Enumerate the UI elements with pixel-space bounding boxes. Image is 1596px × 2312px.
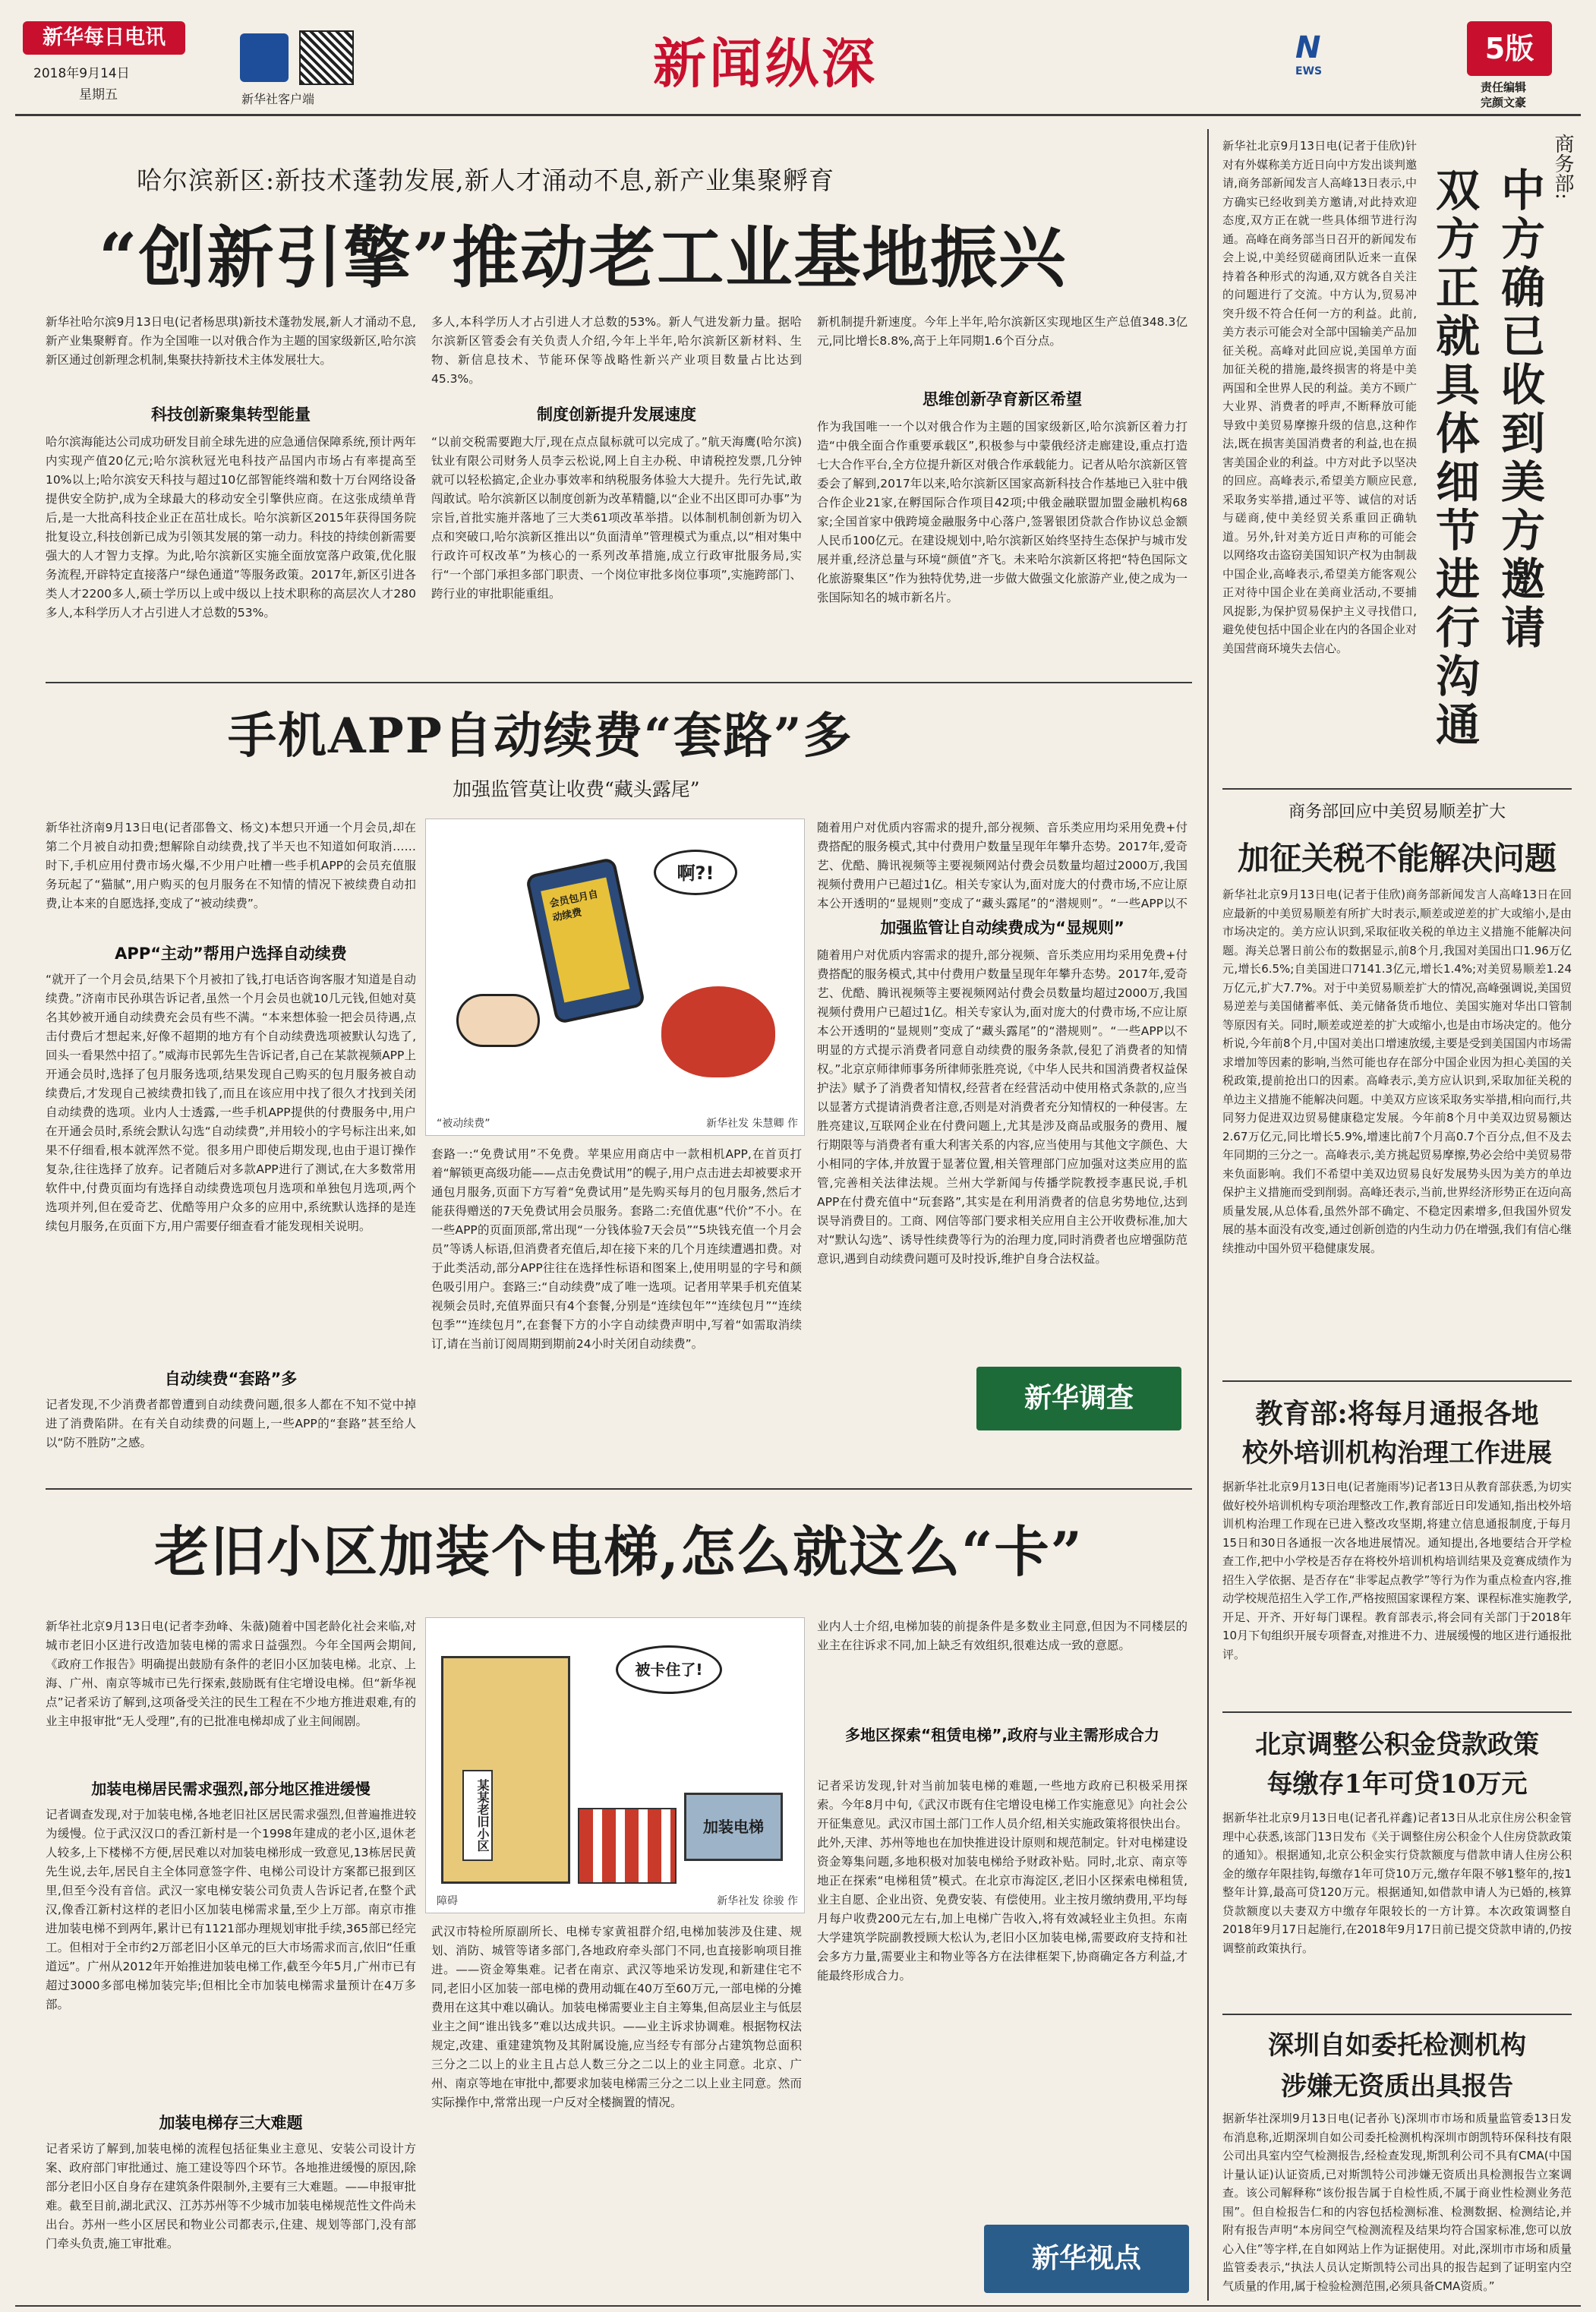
- art4-col1b: 记者发现,不少消费者都曾遭到自动续费问题,很多人都在不知不觉中掉进了消费陷阱。在有关自动续费的问题上,一些APP的“套路”甚至给人以“防不胜防”之感。: [46, 1398, 416, 1449]
- divider-art3: [1222, 1380, 1572, 1382]
- illus-caption-left: “被动续费”: [437, 1118, 490, 1130]
- art4-col3: 随着用户对优质内容需求的提升,部分视频、音乐类应用均采用免费+付费搭配的服务模式,其中付费用户数量呈现年年攀升态势。2017年,爱奇艺、优酷、腾讯视频等主要视频网站付费会员数量均超过2000万,我国视频付费用户已超过1亿。相关专家认为,面对庞大的付费市场,不应让原本公开透明的“显规则”变成了“藏头露尾”的“潜规则”。“一些APP以不: [817, 821, 1188, 910]
- illus-building: [441, 1656, 570, 1884]
- art4-title: 手机APP自动续费“套路”多: [228, 708, 853, 765]
- editor-name: 完颜文豪: [1481, 96, 1527, 109]
- illus-money-bag: [661, 986, 775, 1077]
- illus-caption-right: 新华社发 徐骏 作: [717, 1895, 798, 1907]
- art7-title2: 涉嫌无资质出具报告: [1281, 2071, 1513, 2102]
- masthead-rule: [15, 114, 1581, 116]
- art8-illustration: [425, 1617, 805, 1913]
- art4-col3-main: 随着用户对优质内容需求的提升,部分视频、音乐类应用均采用免费+付费搭配的服务模式,其中付费用户数量呈现年年攀升态势。2017年,爱奇艺、优酷、腾讯视频等主要视频网站付费会员数量均超过2000万,我国视频付费用户已超过1亿。相关专家认为,面对庞大的付费市场,不应让原本公开透明的“显规则”变成了“藏头露尾”的“潜规则”。“一些APP以不明显的方式提示消费者同意自动续费的服务条款,侵犯了消费者的知情权。”北京京师律师事务所律师张胜亮说,《中华人民共和国消费者权益保护法》赋予了消费者知情权,经营者在经营活动中使用格式条款的,应当以显著方式提请消费者注意,否则是对消费者充分知情权的一种侵害。左胜亮建议,互联网企业在付费问题上,尤其是涉及商品或服务的费用、履行期限等与消费者有重大利害关系的内容,应当使用与其他文字颜色、大小相同的字体,并放置于显著位置,相关管理部门应加强对这类应用的监管,完善相关法律法规。兰州大学新闻与传播学院教授李惠民说,手机APP在付费充值中“玩套路”,其实是在利用消费者的信息劣势地位,达到误导消费目的。工商、网信等部门要求相关应用自主公开收费标准,加大对“默认勾选”、诱导性续费等行为的治理力度,同时消费者也应增强防范意识,遇到自动续费问题可及时投诉,维护自身合法权益。: [817, 948, 1188, 1266]
- column-divider: [1207, 129, 1209, 2301]
- qr-code-icon[interactable]: [299, 30, 354, 85]
- art4-col1a: “就开了一个月会员,结果下个月被扣了钱,打电话咨询客服才知道是自动续费。”济南市民孙琪告诉记者,虽然一个月会员也就10几元钱,但她对莫名其妙被开通自动续费充会员有些不满。“本来想体验一把会员待遇,点击付费后才想起来,好像不超期的地方有个自动续费选项被默认勾选了,回头一看果然中招了。”威海市民郭先生告诉记者,自己在某款视频APP上开通会员时,选择了包月服务选项,结果发现自己购买的包月服务被自动续费后,才发现自己被续费扣钱了,而且在该应用中找了很久才找到关闭自动续费的选项。业内人士透露,一些手机APP提供的付费服务中,用户在开通会员时,系统会默认勾选“自动续费”,并用较小的字号标注出来,如果不仔细看,根本就浑然不觉。很多用户即使后期发现,也由于退订操作复杂,往往选择了放弃。记者随后对多款APP进行了测试,在大多数常用软件中,付费页面均有选择自动续费选项包月选项和单独包月选项,两个选项并列,但在爱奇艺、优酷等用户众多的应用中,系统默认选择的是连续包月服务,在页面下方,用户需要仔细查看才能发现相关说明。: [46, 973, 416, 1233]
- badge-shidian: 新华视点: [984, 2225, 1189, 2293]
- illus-pillars: [578, 1808, 677, 1884]
- art8-title: 老旧小区加装个电梯,怎么就这么“卡”: [154, 1519, 1083, 1584]
- art5-title2: 校外培训机构治理工作进展: [1242, 1438, 1552, 1468]
- art8-sub1: 加装电梯居民需求强烈,部分地区推进缓慢: [91, 1780, 371, 1798]
- art7-text: 据新华社深圳9月13日电(记者孙飞)深圳市市场和质量监管委13日发布消息称,近期深圳自如公司委托检测机构深圳市朗凯特环保科技有限公司出具室内空气检测报告,经检查发现,斯凯利公司不具有CMA(中国计量认证)认证资质,已对斯凯特公司涉嫌无资质出具检测报告立案调查。该公司解释称“该份报告属于自检性质,不属于商业性检测业务范围”。但自检报告仁和的内容包括检测标准、检测数据、检测结论,并附有报告声明“本房间空气检测流程及结果均符合国家标准,您可以放心入住”等字样,在自如网站上作为证据使用。对此,深圳市市场和质量监管委表示,“执法人员认定斯凯特公司出具的报告起到了证明室内空气质量的作用,属于检验检测范围,必须具备CMA资质。”: [1222, 2112, 1572, 2293]
- illus-bubble: 被卡住了!: [616, 1645, 722, 1694]
- divider-art6: [1222, 2014, 1572, 2015]
- art3-text: 新华社北京9月13日电(记者于佳欣)商务部新闻发言人高峰13日在回应最新的中美贸易顺差有所扩大时表示,顺差或逆差的扩大或缩小,是由市场决定的。美方应认识到,采取征收关税的单边主义措施不能解决问题。海关总署日前公布的数据显示,前8个月,我国对美国出口1.96万亿元,增长6.5%;自美国进口7141.3亿元,增长1.4%;对美贸易顺差1.24万亿元,扩大7.7%。对于中美贸易顺差扩大的情况,高峰强调说,美国贸易逆差与美国储蓄率低、美元储备货币地位、美国实施对华出口管制等原因有关。同时,顺差或逆差的扩大或缩小,也是由市场决定的。他分析说,今年前8个月,中国对美出口增速放缓,主要是受到美国国内市场需求增加等因素的影响,当然可能也存在部分中国企业因为担心美国的关税政策,提前抢出口的因素。高峰表示,美方应认识到,采取加征关税的单边主义措施不能解决问题。中美双方应该采取务实举措,相向而行,共同努力促进双边贸易健康稳定发展。今年前8个月中美双边贸易额达2.67万亿元,同比增长5.9%,增速比前7个月高0.7个百分点,但不及去年同期的三分之一。高峰表示,美方挑起贸易摩擦,势必会给中美贸易带来负面影响。我们不希望中美双边贸易良好发展势头因为美方的单边保护主义措施而受到削弱。高峰还表示,当前,世界经济形势正在迈向高质量发展,从总体看,虽然外部不确定、不稳定因素增多,但我国外贸发展的基本面没有改变,通过创新创造的内生动力仍在增强,我们有信心继续推动中国外贸平稳健康发展。: [1222, 888, 1572, 1255]
- illus-caption-right: 新华社发 朱慧卿 作: [706, 1118, 798, 1130]
- issue-date: 2018年9月14日: [33, 66, 130, 81]
- masthead: [0, 0, 1596, 114]
- illus-phone-screen: 会员包月自动续费: [541, 878, 629, 1003]
- art1-sub3: 思维创新孕育新区希望: [923, 390, 1082, 408]
- art2-text: 新华社北京9月13日电(记者于佳欣)针对有外媒称美方近日向中方发出谈判邀请,商务部新闻发言人高峰13日表示,中方确实已经收到美方邀请,对此持欢迎态度,双方正在就一些具体细节进行沟通。高峰在商务部当日召开的新闻发布会上说,中美经贸磋商团队近来一直保持着各种形式的沟通,双方就各自关注的问题进行了交流。中方认为,贸易冲突升级不符合任何一方的利益。此前,美方表示可能会对全部中国输美产品加征关税。高峰对此回应说,美国单方面加征关税的措施,最终损害的将是中美两国和全世界人民的利益。美方不顾广大业界、消费者的呼声,不断释放可能导致中美贸易摩擦升级的信息,这种作法,既在损害美国消费者的利益,也在损害美国企业的利益。中方对此予以坚决的回应。高峰表示,希望美方顺应民意,采取务实举措,通过平等、诚信的对话与磋商,使中美经贸关系重回正确轨道。另外,针对美方近日声称的可能会以网络攻击盗窃美国知识产权为由制裁中国企业,高峰表示,希望美方能客观公正对待中国企业在美商业活动,不要捕风捉影,为保护贸易保护主义寻找借口,避免使包括中国企业在内的各国企业对美国营商环境失去信心。: [1222, 139, 1417, 655]
- art1-kicker: 哈尔滨新区:新技术蓬勃发展,新人才涌动不息,新产业集聚孵育: [137, 166, 835, 195]
- divider-art2: [1222, 788, 1572, 790]
- art1-col3a: 新机制提升新速度。今年上半年,哈尔滨新区实现地区生产总值348.3亿元,同比增长8.8%,高于上年同期1.6个百分点。: [817, 315, 1188, 348]
- badge-diaocha: 新华调查: [976, 1367, 1181, 1430]
- illus-caption-left: 障碍: [437, 1895, 458, 1907]
- art1-title: “创新引擎”推动老工业基地振兴: [99, 218, 1068, 297]
- art1-col2a: 多人,本科学历人才占引进人才总数的53%。新人气进发新力量。据哈尔滨新区管委会有关负责人介绍,今年上半年,哈尔滨新区新材料、生物、新信息技术、节能环保等战略性新兴产业项目数量占比达到45.3%。: [431, 315, 802, 386]
- art2-title-line1: 中方确已收到美方邀请: [1493, 167, 1545, 653]
- art8-col2: 武汉市特检所原副所长、电梯专家黄祖群介绍,电梯加装涉及住建、规划、消防、城管等诸多部门,各地政府牵头部门不同,也直接影响项目推进。——资金筹集难。记者在南京、武汉等地采访发现,和新建住宅不同,老旧小区加装一部电梯的费用动辄在40万至60万元,一部电梯的分摊费用在这其中难以确认。加装电梯需要业主自主筹集,但高层业主与低层业主之间“谁出钱多”难以达成共识。——业主诉求协调难。根据物权法规定,改建、重建建筑物及其附属设施,应当经专有部分占建筑物总面积三分之二以上的业主且占总人数三分之二以上的业主同意。北京、广州、南京等地在审批中,都要求加装电梯需三分之二以上业主同意。然而实际操作中,常常出现一户反对全楼搁置的情况。: [431, 1925, 802, 2109]
- art1-sub2: 制度创新提升发展速度: [537, 405, 696, 424]
- divider-art1: [46, 682, 1192, 683]
- art3-kicker: 商务部回应中美贸易顺差扩大: [1288, 803, 1506, 822]
- news-logo: N EWS: [1295, 30, 1323, 77]
- art8-lead: 新华社北京9月13日电(记者李劲峰、朱薇)随着中国老龄化社会来临,对城市老旧小区进行改造加装电梯的需求日益强烈。今年全国两会期间,《政府工作报告》明确提出鼓励有条件的老旧小区加装电梯。北京、上海、广州、南京等城市已先行探索,鼓励既有住宅增设电梯。但“新华视点”记者采访了解到,这项备受关注的民生工程在不少地方推进艰难,有的业主申报审批“无人受理”,有的已批准电梯却成了业主间闹剧。: [46, 1620, 416, 1728]
- art4-lead: 新华社济南9月13日电(记者邵鲁文、杨文)本想只开通一个月会员,却在第二个月被自动扣费;想解除自动续费,找了半天也不知道如何取消……时下,手机应用付费市场火爆,不少用户吐槽一些手机APP的会员充值服务玩起了“猫腻”,用户购买的包月服务在不知情的情况下被续费自动扣费,让本来的自愿选择,变成了“被动续费”。: [46, 821, 416, 910]
- section-title: 新闻纵深: [653, 32, 878, 95]
- art8-sub3: 多地区探索“租赁电梯”,政府与业主需形成合力: [845, 1726, 1159, 1744]
- art2-label: 商务部:: [1551, 134, 1574, 200]
- art8-col1b: 记者采访了解到,加装电梯的流程包括征集业主意见、安装公司设计方案、政府部门审批通过、施工建设等四个环节。各地推进缓慢的原因,除部分老旧小区自身存在建筑条件限制外,主要有三大难题。——申报审批难。截至目前,湖北武汉、江苏苏州等不少城市加装电梯规范性文件尚未出台。苏州一些小区居民和物业公司都表示,住建、规划等部门,没有部门牵头负责,施工审批难。: [46, 2142, 416, 2250]
- xinhua-app-logo: [240, 33, 289, 82]
- illus-bubble: 啊?!: [654, 850, 737, 895]
- art2-title-line2: 双方正就具体细节进行沟通: [1428, 167, 1480, 750]
- issue-weekday: 星期五: [79, 87, 118, 103]
- art4-illustration: [425, 819, 805, 1136]
- art8-sub2: 加装电梯存三大难题: [159, 2114, 303, 2132]
- art1-sub1: 科技创新聚集转型能量: [151, 405, 311, 424]
- illus-sign: 某某老旧小区: [462, 1770, 493, 1861]
- art8-col1a: 记者调查发现,对于加装电梯,各地老旧社区居民需求强烈,但普遍推进较为缓慢。位于武汉汉口的香江新村是一个1998年建成的老小区,退休老人较多,上下楼梯不方便,居民难以对加装电梯形成一致意见,13栋居民黄先生说,去年,居民自主全体同意签字件、电梯公司设计方案都已报到区里,但至今没有音信。武汉一家电梯安装公司负责人告诉记者,在整个武汉,像香江新村这样的老旧小区加装电梯需求量,至少上万部。南京市推进加装电梯不到两年,累计已有1121部办理规划审批手续,365部已经完工。但相对于全市约2万部老旧小区单元的巨大市场需求而言,依旧“任重道远”。广州从2012年开始推进加装电梯工作,截至今年5月,广州市已有超过3000多部电梯加装完毕;但相比全市加装电梯需求量预计在4万多部。: [46, 1808, 416, 2011]
- art5-title: 教育部:将每月通报各地: [1255, 1398, 1539, 1430]
- divider-art4: [46, 1488, 1192, 1490]
- bottom-rule: [15, 2305, 1581, 2307]
- art4-sub3: 加强监管让自动续费成为“显规则”: [880, 919, 1124, 937]
- art1-lead: 新华社哈尔滨9月13日电(记者杨思琪)新技术蓬勃发展,新人才涌动不息,新产业集聚孵育。作为全国唯一以对俄合作为主题的国家级新区,哈尔滨新区通过创新理念机制,集聚扶持新技术主体发展壮大。: [46, 315, 416, 367]
- art3-title: 加征关税不能解决问题: [1237, 840, 1557, 877]
- art5-text: 据新华社北京9月13日电(记者施雨岑)记者13日从教育部获悉,为切实做好校外培训机构专项治理整改工作,教育部近日印发通知,指出校外培训机构治理工作现在已进入整改攻坚期,将建立信息通报制度,于每月15日和30日各通报一次各地进展情况。通知提出,各地要结合开学检查工作,把中小学校是否存在将校外培训机构培训结果及竞赛成绩作为招生入学依据、是否存在“非零起点教学”等行为作为重点检查内容,推动学校规范招生入学工作,严格按照国家课程方案、课程标准实施教学,开足、开齐、开好每门课程。教育部表示,将会同有关部门于2018年10月下旬组织开展专项督查,对推进不力、进展缓慢的地区进行通报批评。: [1222, 1480, 1572, 1661]
- art1-col2b: “以前交税需要跑大厅,现在点点鼠标就可以完成了。”航天海鹰(哈尔滨)钛业有限公司财务人员李云松说,网上自主办税、申请税控发票,几分钟就可以轻松搞定,企业办事效率和纳税服务体验大大提升。先行先试,敢闯敢试。哈尔滨新区以制度创新为改革精髓,以“企业不出区即可办事”为宗旨,首批实施并落地了三大类61项改革举措。以体制机制创新为切入点和突破口,哈尔滨新区推出以“负面清单”管理模式为重点,以“相对集中行政许可权改革”为核心的一系列改革措施,成立行政审批服务局,实行“一个部门承担多部门职责、一个岗位审批多岗位事项”,实施跨部门、跨行业的审批职能重组。: [431, 435, 802, 601]
- client-label: 新华社客户端: [241, 92, 315, 106]
- illus-phone: [525, 857, 646, 1025]
- art7-title: 深圳自如委托检测机构: [1268, 2030, 1526, 2061]
- page-number: 5版: [1467, 21, 1552, 76]
- art4-col2: 套路一:“免费试用”不免费。苹果应用商店中一款相机APP,在首页打着“解锁更高级功能——点击免费试用”的幌子,用户点击进去却被要求开通包月服务,页面下方写着“免费试用”是先购买每月的包月服务,然后才能获得赠送的7天免费试用会员服务。套路二:充值优惠“代价”不小。在一些APP的页面顶部,常出现“一分钱体验7天会员”“5块钱充值一个月会员”等诱人标语,但消费者充值后,却在接下来的几个月连续遭遇扣费。对于此类活动,部分APP往往在选择性标语和图案上,使用明显的字号和颜色吸引用户。套路三:“自动续费”成了唯一选项。记者用苹果手机充值某视频会员时,充值界面只有4个套餐,分别是“连续包年”“连续包月”“连续包季”“连续包月”,在套餐下方的小字自动续费声明中,写着“如需取消续订,请在当前订阅周期到期前24小时关闭自动续费”。: [431, 1147, 802, 1351]
- art1-col1: 哈尔滨海能达公司成功研发目前全球先进的应急通信保障系统,预计两年内实现产值20亿元;哈尔滨秋冠光电科技产品国内市场占有率提高至10%以上;哈尔滨安天科技与超过10亿部智能终端和数十万台网络设备提供安全防护,成为全球最大的移动安全引擎供应商。在这张成绩单背后,是一大批高科技企业正在茁壮成长。哈尔滨新区2015年获得国务院批复设立,科技创新已成为引领其发展的第一动力。科技的持续创新需要强大的人才智力支撑。为此,哈尔滨新区实施全面放宽落户政策,优化服务流程,开辟特定直接落户“绿色通道”等服务政策。2017年,新区引进各类人才2200多人,硕士学历以上或中级以上技术职称的高层次人才280多人,本科学历人才占引进人才总数的53%。: [46, 435, 416, 620]
- art8-col3b: 记者采访发现,针对当前加装电梯的难题,一些地方政府已积极采用探索。今年8月中旬,《武汉市既有住宅增设电梯工作实施意见》向社会公开征集意见。武汉市国土部门工作人员介绍,相关实施政策将很快出台。此外,天津、苏州等地也在加快推进设计原则和规范制定。针对电梯建设资金筹集问题,多地积极对加装电梯给予财政补贴。同时,北京、南京等地正在探索“电梯租赁”模式。在北京市海淀区,老旧小区探索电梯租赁,业主自愿、企业出资、免费安装、有偿使用。业主按月缴纳费用,平均每月每户收费200元左右,加上电梯广告收入,将有效减轻业主负担。东南大学建筑学院副教授顾大松认为,老旧小区加装电梯,需要政府支持和社会多方力量,需要业主和物业等各方在法律框架下,协商确定各方利益,才能最终形成合力。: [817, 1779, 1188, 1982]
- art4-sub2: 自动续费“套路”多: [164, 1370, 298, 1388]
- art1-col3b: 作为我国唯一一个以对俄合作为主题的国家级新区,哈尔滨新区着力打造“中俄全面合作重要承载区”,积极参与中蒙俄经济走廊建设,重点打造七大合作平台,全方位提升新区对俄合作承载能力。记者从哈尔滨新区管委会了解到,2017年以来,哈尔滨新区国家高新科技合作基地已入驻中俄合作企业21家,在孵国际合作项目42项;中俄金融联盟加盟金融机构68家;全国首家中俄跨境金融服务中心落户,签署银团贷款合作协议总金额人民币100亿元。在建设规划中,哈尔滨新区始终坚持生态保护与城市发展并重,经济总量与环境“颜值”齐飞。未来哈尔滨新区将把“特色国际文化旅游聚集区”作为独特优势,进一步做大做强文化旅游产业,使之成为一张国际知名的城市新名片。: [817, 420, 1188, 604]
- art4-sub1: APP“主动”帮用户选择自动续费: [115, 945, 347, 963]
- art6-title2: 每缴存1年可贷10万元: [1266, 1769, 1528, 1799]
- paper-name: 新华每日电讯: [23, 21, 185, 55]
- art6-title: 北京调整公积金贷款政策: [1255, 1730, 1539, 1760]
- art4-subtitle: 加强监管莫让收费“藏头露尾”: [453, 778, 700, 800]
- editor-title: 责任编辑: [1481, 80, 1527, 94]
- illus-elevator-box: 加装电梯: [684, 1793, 783, 1861]
- art8-col3a: 业内人士介绍,电梯加装的前提条件是多数业主同意,但因为不同楼层的业主在往诉求不同,加上缺乏有效组织,很难达成一致的意愿。: [817, 1620, 1188, 1652]
- art6-text: 据新华社北京9月13日电(记者孔祥鑫)记者13日从北京住房公积金管理中心获悉,该部门13日发布《关于调整住房公积金个人住房贷款政策的通知》。根据通知,北京公积金实行贷款额度与借款申请人住房公积金的缴存年限挂钩,每缴存1年可贷10万元,缴存年限不够1整年的,按1整年计算,最高可贷120万元。根据通知,如借款申请人为已婚的,核算贷款额度以夫妻双方中缴存年限较长的一方计算。本次政策调整自2018年9月17日起施行,在2018年9月17日前已提交贷款申请的,仍按调整前政策执行。: [1222, 1811, 1572, 1955]
- divider-art5: [1222, 1711, 1572, 1713]
- illus-hand: [456, 994, 540, 1047]
